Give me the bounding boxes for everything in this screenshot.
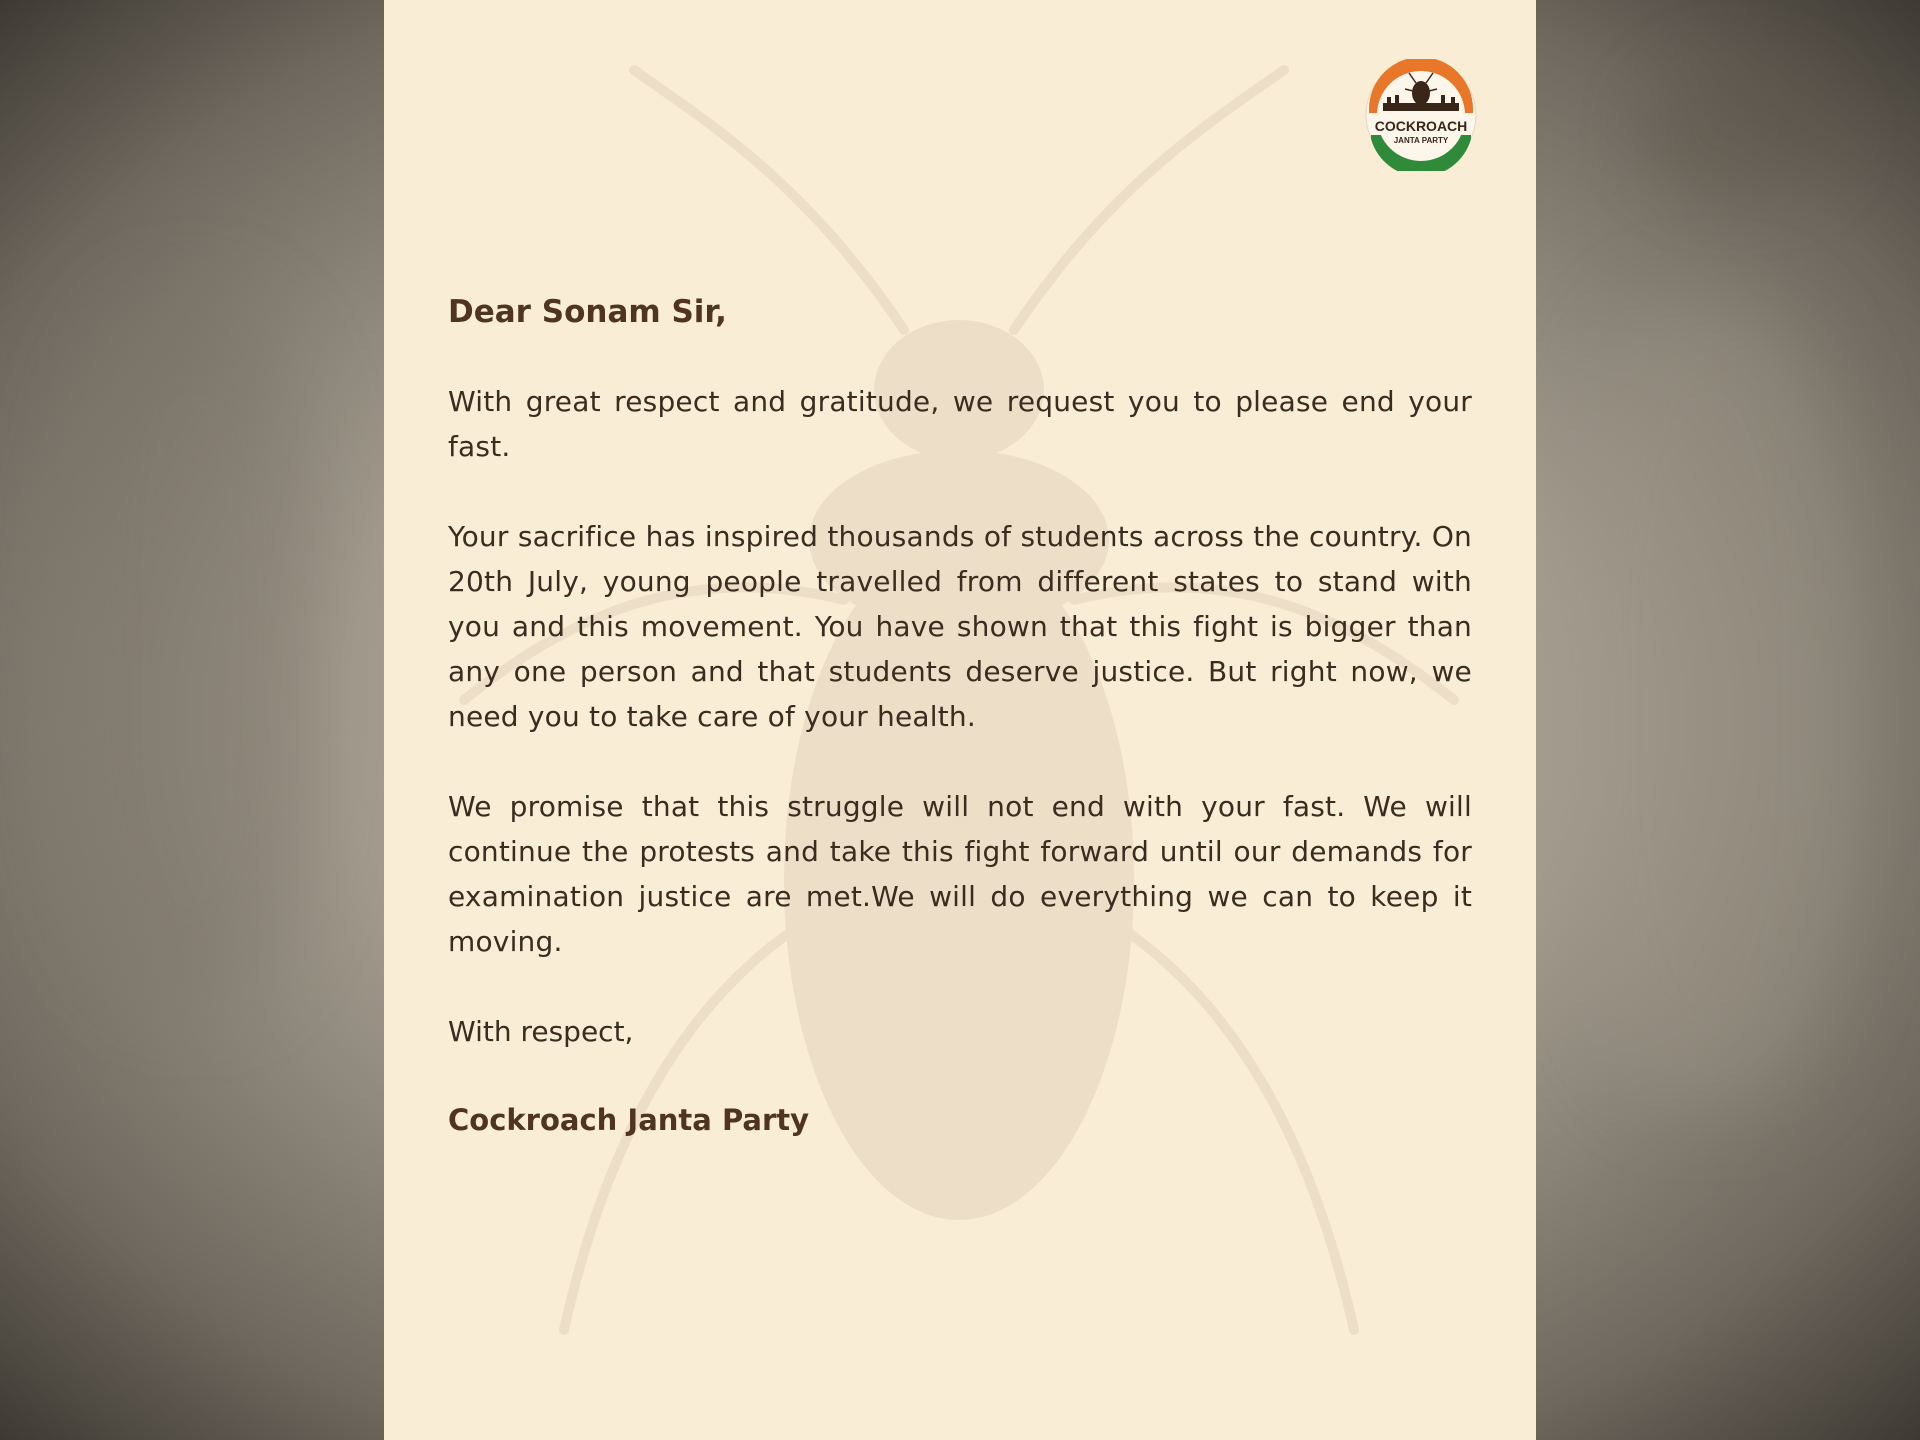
svg-text:JANTA PARTY: JANTA PARTY [1393, 136, 1449, 145]
letter-signature: Cockroach Janta Party [448, 1103, 810, 1137]
letter-paragraph: Your sacrifice has inspired thousands of students across the country. On 20th July, young people travelled from different states to stand with you and this movement. You have shown that this fight is bigger than any one person and that students deserve justice. But right now, we need you to take care of your health. [448, 520, 1472, 733]
letter-body [448, 290, 1472, 1143]
cockroach-janta-party-logo [1365, 59, 1477, 171]
background-blur-shape [60, 300, 320, 1000]
svg-text:COCKROACH: COCKROACH [1374, 118, 1468, 134]
letter-page [384, 0, 1536, 1440]
letter-greeting: Dear Sonam Sir, [448, 294, 727, 330]
background-blur-shape [1560, 300, 1860, 1100]
letter-paragraph: With great respect and gratitude, we request you to please end your fast. [448, 385, 1472, 463]
letter-closing: With respect, [448, 1015, 634, 1048]
letter-paragraph: We promise that this struggle will not end with your fast. We will continue the protests and take this fight forward until our demands for examination justice are met.We will do everything we can to keep it moving. [448, 790, 1472, 958]
background-blur-shape [1640, 60, 1840, 200]
